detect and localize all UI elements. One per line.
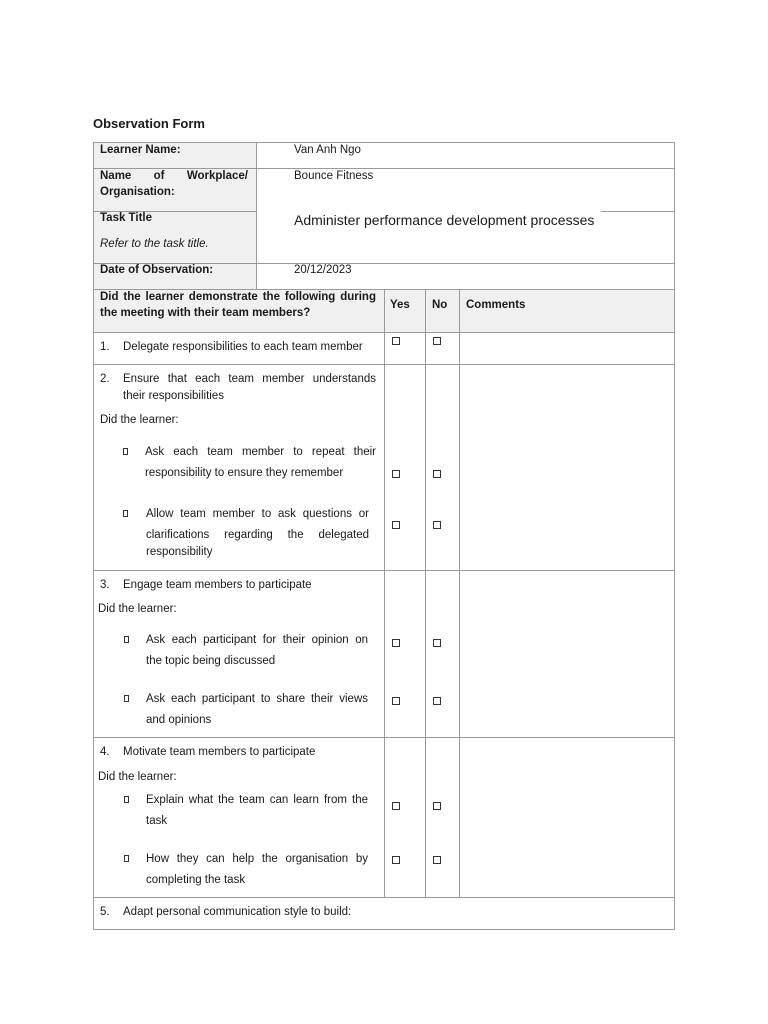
yes-checkbox[interactable] <box>392 521 400 529</box>
no-checkbox[interactable] <box>433 521 441 529</box>
col-divider <box>425 289 426 897</box>
no-checkbox[interactable] <box>433 697 441 705</box>
yes-checkbox[interactable] <box>392 856 400 864</box>
yes-checkbox[interactable] <box>392 697 400 705</box>
task-title-hint: Refer to the task title. <box>100 238 209 250</box>
row-divider <box>93 897 675 898</box>
did-the-learner-label: Did the learner: <box>100 414 179 426</box>
learner-name-value: Van Anh Ngo <box>294 144 361 156</box>
item-text-cont: their responsibilities <box>123 390 224 402</box>
bullet-icon <box>124 695 129 702</box>
sub-item-text: Ask each team member to repeat their <box>145 446 376 458</box>
yes-checkbox[interactable] <box>392 802 400 810</box>
question-header: Did the learner demonstrate the following during <box>100 291 376 303</box>
sub-item-text: How they can help the organisation by <box>146 853 368 865</box>
sub-item-text-cont: and opinions <box>146 714 212 726</box>
item-number: 5. <box>100 906 110 918</box>
item-number: 3. <box>100 579 110 591</box>
col-divider <box>459 289 460 897</box>
item-text: Engage team members to participate <box>123 579 312 591</box>
no-column-header: No <box>432 299 448 311</box>
sub-item-text-cont: task <box>146 815 168 827</box>
yes-checkbox[interactable] <box>392 639 400 647</box>
item-number: 4. <box>100 746 110 758</box>
no-checkbox[interactable] <box>433 856 441 864</box>
date-label: Date of Observation: <box>100 264 214 276</box>
col-divider <box>384 289 385 897</box>
yes-checkbox[interactable] <box>392 470 400 478</box>
comments-column-header: Comments <box>466 299 526 311</box>
workplace-label: Name of Workplace/ <box>100 170 248 182</box>
sub-item-text-cont: completing the task <box>146 874 246 886</box>
item-text: Delegate responsibilities to each team member <box>123 341 363 353</box>
yes-checkbox[interactable] <box>392 337 400 345</box>
yes-column-header: Yes <box>390 299 410 311</box>
learner-name-label: Learner Name: <box>100 144 181 156</box>
item-number: 1. <box>100 341 110 353</box>
did-the-learner-label: Did the learner: <box>98 603 177 615</box>
bullet-icon <box>124 855 129 862</box>
workplace-value: Bounce Fitness <box>294 170 374 182</box>
sub-item-text-cont: the topic being discussed <box>146 655 276 667</box>
sub-item-text: Explain what the team can learn from the <box>146 794 368 806</box>
bullet-icon <box>124 636 129 643</box>
item-number: 2. <box>100 373 110 385</box>
sub-item-text: Ask each participant to share their views <box>146 693 368 705</box>
bullet-icon <box>124 796 129 803</box>
item-text: Motivate team members to participate <box>123 746 316 758</box>
row-divider <box>601 211 675 212</box>
sub-item-text: Ask each participant for their opinion on <box>146 634 368 646</box>
bullet-icon <box>123 448 128 455</box>
col-divider <box>256 142 257 289</box>
task-title-value: Administer performance development processes <box>294 212 595 228</box>
no-checkbox[interactable] <box>433 470 441 478</box>
no-checkbox[interactable] <box>433 337 441 345</box>
sub-item-text: Allow team member to ask questions or <box>146 508 369 520</box>
sub-item-text-cont: clarifications regarding the delegated <box>146 529 369 541</box>
question-header-cont: the meeting with their team members? <box>100 307 311 319</box>
form-title: Observation Form <box>93 116 205 131</box>
sub-item-text-cont: responsibility to ensure they remember <box>145 467 344 479</box>
sub-item-text-cont: responsibility <box>146 546 213 558</box>
item-text: Adapt personal communication style to build: <box>123 906 352 918</box>
did-the-learner-label: Did the learner: <box>98 771 177 783</box>
date-value: 20/12/2023 <box>294 264 352 276</box>
workplace-label-cont: Organisation: <box>100 186 175 198</box>
item-text: Ensure that each team member understands <box>123 373 376 385</box>
no-checkbox[interactable] <box>433 639 441 647</box>
bullet-icon <box>123 510 128 517</box>
task-title-label: Task Title <box>100 212 152 224</box>
no-checkbox[interactable] <box>433 802 441 810</box>
